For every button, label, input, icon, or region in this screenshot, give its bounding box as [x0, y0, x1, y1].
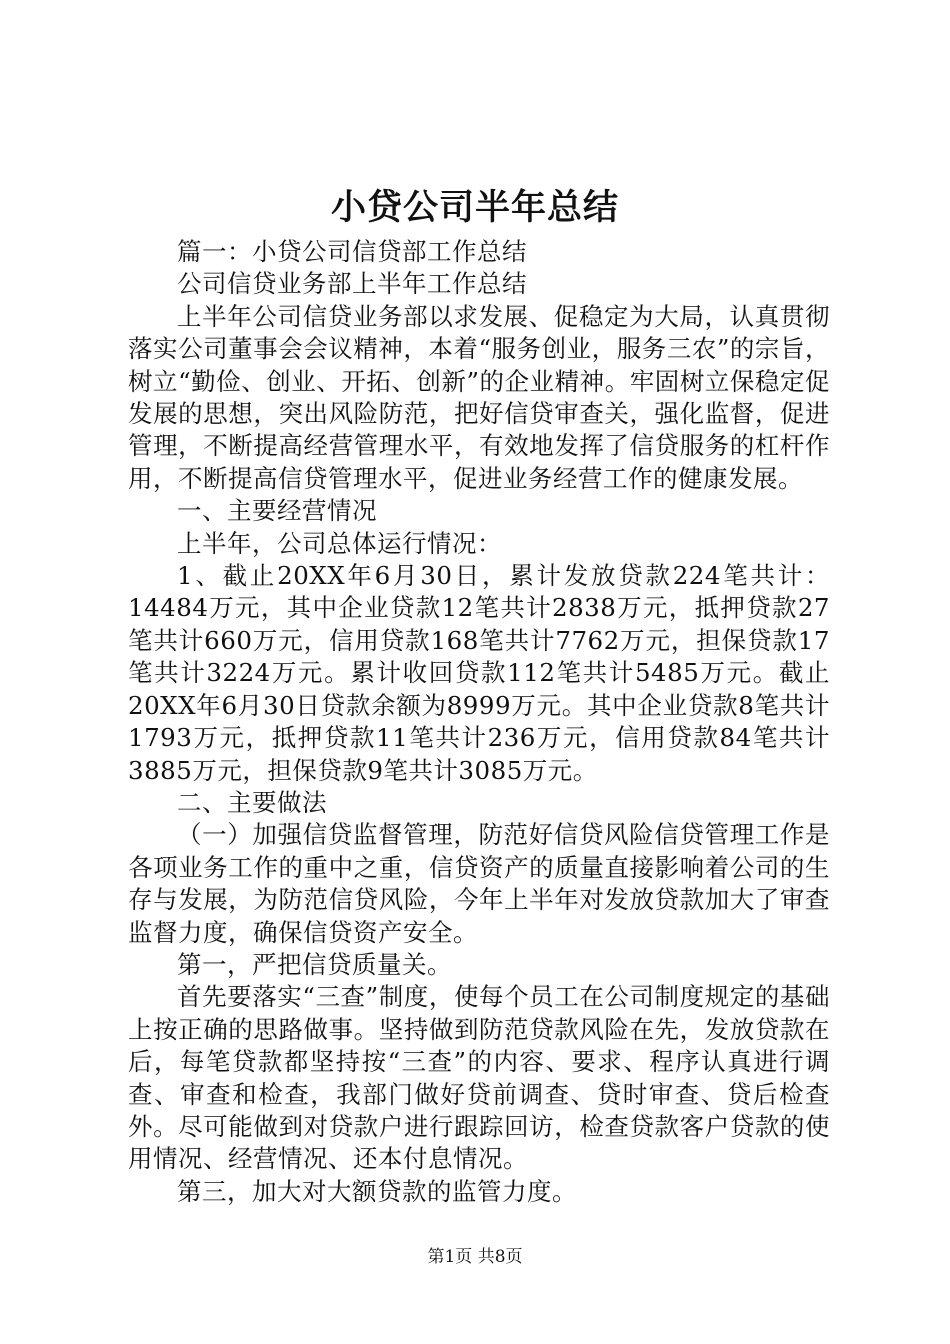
sub-heading: 公司信贷业务部上半年工作总结: [177, 269, 527, 299]
paragraph: 上半年公司信贷业务部以求发展、促稳定为大局，认真贯彻落实公司董事会会议精神，本着“服务创业，服务三农”的宗旨，树立“勤俭、创业、开拓、创新”的企业精神。牢固树立保稳定促发展的思想，突出风险防范，把好信贷审查关，强化监督，促进管理，不断提高经营管理水平，有效地发挥了信贷服务的杠杆作用，不断提高信贷管理水平，促进业务经营工作的健康发展。: [128, 301, 830, 493]
paragraph: 首先要落实“三查”制度，使每个员工在公司制度规定的基础上按正确的思路做事。坚持做到防范贷款风险在先，发放贷款在后，每笔贷款都坚持按“三查”的内容、要求、程序认真进行调查、审查和检查，我部门做好贷前调查、贷时审查、贷后检查外。尽可能做到对贷款户进行跟踪回访，检查贷款客户贷款的使用情况、经营情况、还本付息情况。: [128, 982, 830, 1174]
document-title: 小贷公司半年总结: [330, 187, 619, 228]
section-heading: 篇一：小贷公司信贷部工作总结: [177, 237, 527, 266]
paragraph: 1、截止20XX年6月30日，累计发放贷款224笔共计：14484万元，其中企业贷款12笔共计2838万元，抵押贷款27笔共计660万元，信用贷款168笔共计7762万元，担保贷款17笔共计3224万元。累计收回贷款112笔共计5485万元。截止20XX年6月30日贷款余额为8999万元。其中企业贷款8笔共计1793万元，抵押贷款11笔共计236万元，信用贷款84笔共计3885万元，担保贷款9笔共计3085万元。: [128, 561, 830, 785]
paragraph: 上半年，公司总体运行情况：: [177, 528, 502, 558]
paragraph: 第三，加大对大额贷款的监管力度。: [177, 1176, 577, 1206]
paragraph: 第一，严把信贷质量关。: [177, 949, 452, 979]
paragraph: （一）加强信贷监督管理，防范好信贷风险信贷管理工作是各项业务工作的重中之重，信贷资产的质量直接影响着公司的生存与发展，为防范信贷风险，今年上半年对发放贷款加大了审查监督力度，确保信贷资产安全。: [128, 820, 830, 947]
section-heading: 一、主要经营情况: [177, 496, 377, 526]
section-heading: 二、主要做法: [177, 787, 327, 817]
page-number-footer: 第1页 共8页: [427, 1247, 523, 1267]
document-body: [128, 236, 830, 1208]
